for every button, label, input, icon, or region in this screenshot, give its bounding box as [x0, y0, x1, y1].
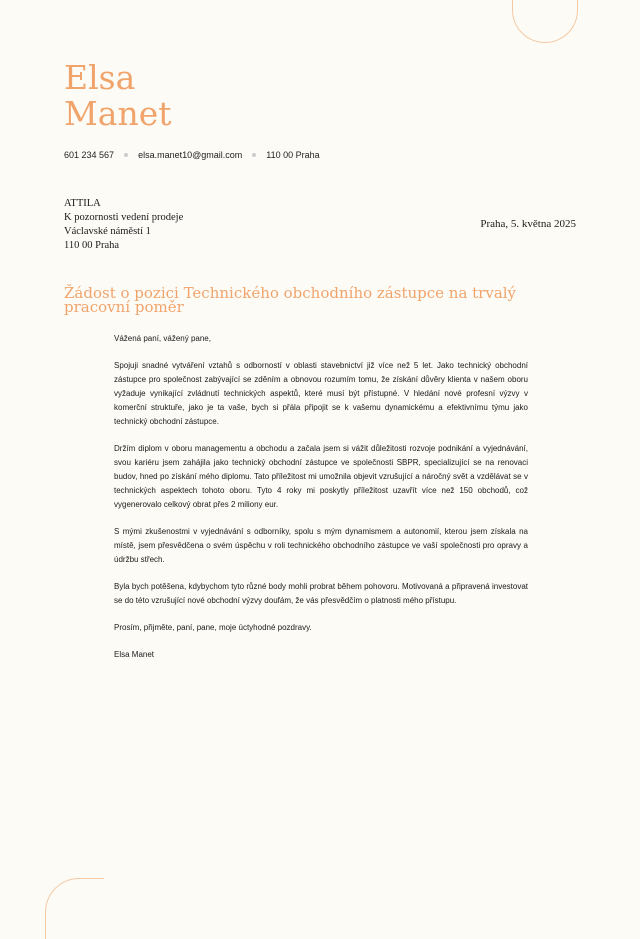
sender-address: 110 00 Praha [266, 150, 320, 160]
separator-dot [252, 153, 256, 157]
sender-first-name: Elsa [64, 58, 136, 97]
decorative-arc-bottom [45, 878, 104, 939]
sender-last-name: Manet [64, 94, 172, 133]
body-paragraph: Byla bych potěšena, kdybychom tyto různé body mohli probrat během pohovoru. Motivovaná a připravená investovat se do této vzrušující nové obchodní výzvy doufám, že vás přesvědčím o platnosti mého přístupu. [114, 582, 528, 605]
body-paragraph: S mými zkušenostmi v vyjednávání s odborníky, spolu s mým dynamismem a autonomií, kterou jsem získala na místě, jsem přesvědčena o svém úspěchu v roli technického obchodního zástupce ve vaší společnosti pro opravy a údržbu střech. [114, 527, 528, 564]
letter-subject: Žádost o pozici Technického obchodního zástupce na trvalý pracovní poměr [64, 284, 517, 316]
letter-date: Praha, 5. května 2025 [480, 218, 576, 230]
letter-body [114, 332, 528, 662]
phone-number: 601 234 567 [64, 150, 115, 160]
body-paragraph: Spojuji snadné vytváření vztahů s odborností v oblasti stavebnictví již více než 5 let. Jako technický obchodní zástupce pro společnost zabývající se zděním a obnovou rozumím tomu, že získání důvěry klienta v našem oboru vyžaduje vynikající zvládnutí technických aspektů, které musí být přístupné. V hledání nové profesní výzvy v komerční struktuře, jako je ta vaše, bych si přála připojit se k vašemu dynamickému a efektivnímu týmu jako technický obchodní zástupce. [114, 361, 528, 426]
salutation: Vážená paní, vážený pane, [114, 334, 211, 343]
signature: Elsa Manet [114, 650, 155, 659]
sender-name [64, 60, 172, 132]
body-paragraph: Držím diplom v oboru managementu a obchodu a začala jsem si vážit důležitosti rozvoje podnikání a vyjednávání, svou kariéru jsem zahájila jako technický obchodní zástupce ve společnosti SBPR, specializující se na renovaci budov, hned po získání mého diplomu. Tato příležitost mi umožnila objevit vzrušující a náročný svět a vzdělávat se v technických aspektech tohoto oboru. Tyto 4 roky mi poskytly příležitost uzavřít více než 150 obchodů, což vygenerovalo celkový obrat přes 2 miliony eur. [114, 444, 528, 509]
recipient-company: ATTILA [64, 198, 101, 209]
closing: Prosím, přijměte, paní, pane, moje úctyhodné pozdravy. [114, 623, 312, 632]
recipient-city: 110 00 Praha [64, 240, 120, 251]
recipient-attention: K pozornosti vedení prodeje [64, 212, 184, 223]
decorative-arc-top [512, 0, 578, 43]
recipient-street: Václavské náměstí 1 [64, 226, 151, 237]
recipient-block [64, 197, 183, 253]
separator-dot [124, 153, 128, 157]
contact-line [64, 150, 320, 160]
email-address: elsa.manet10@gmail.com [138, 150, 243, 160]
